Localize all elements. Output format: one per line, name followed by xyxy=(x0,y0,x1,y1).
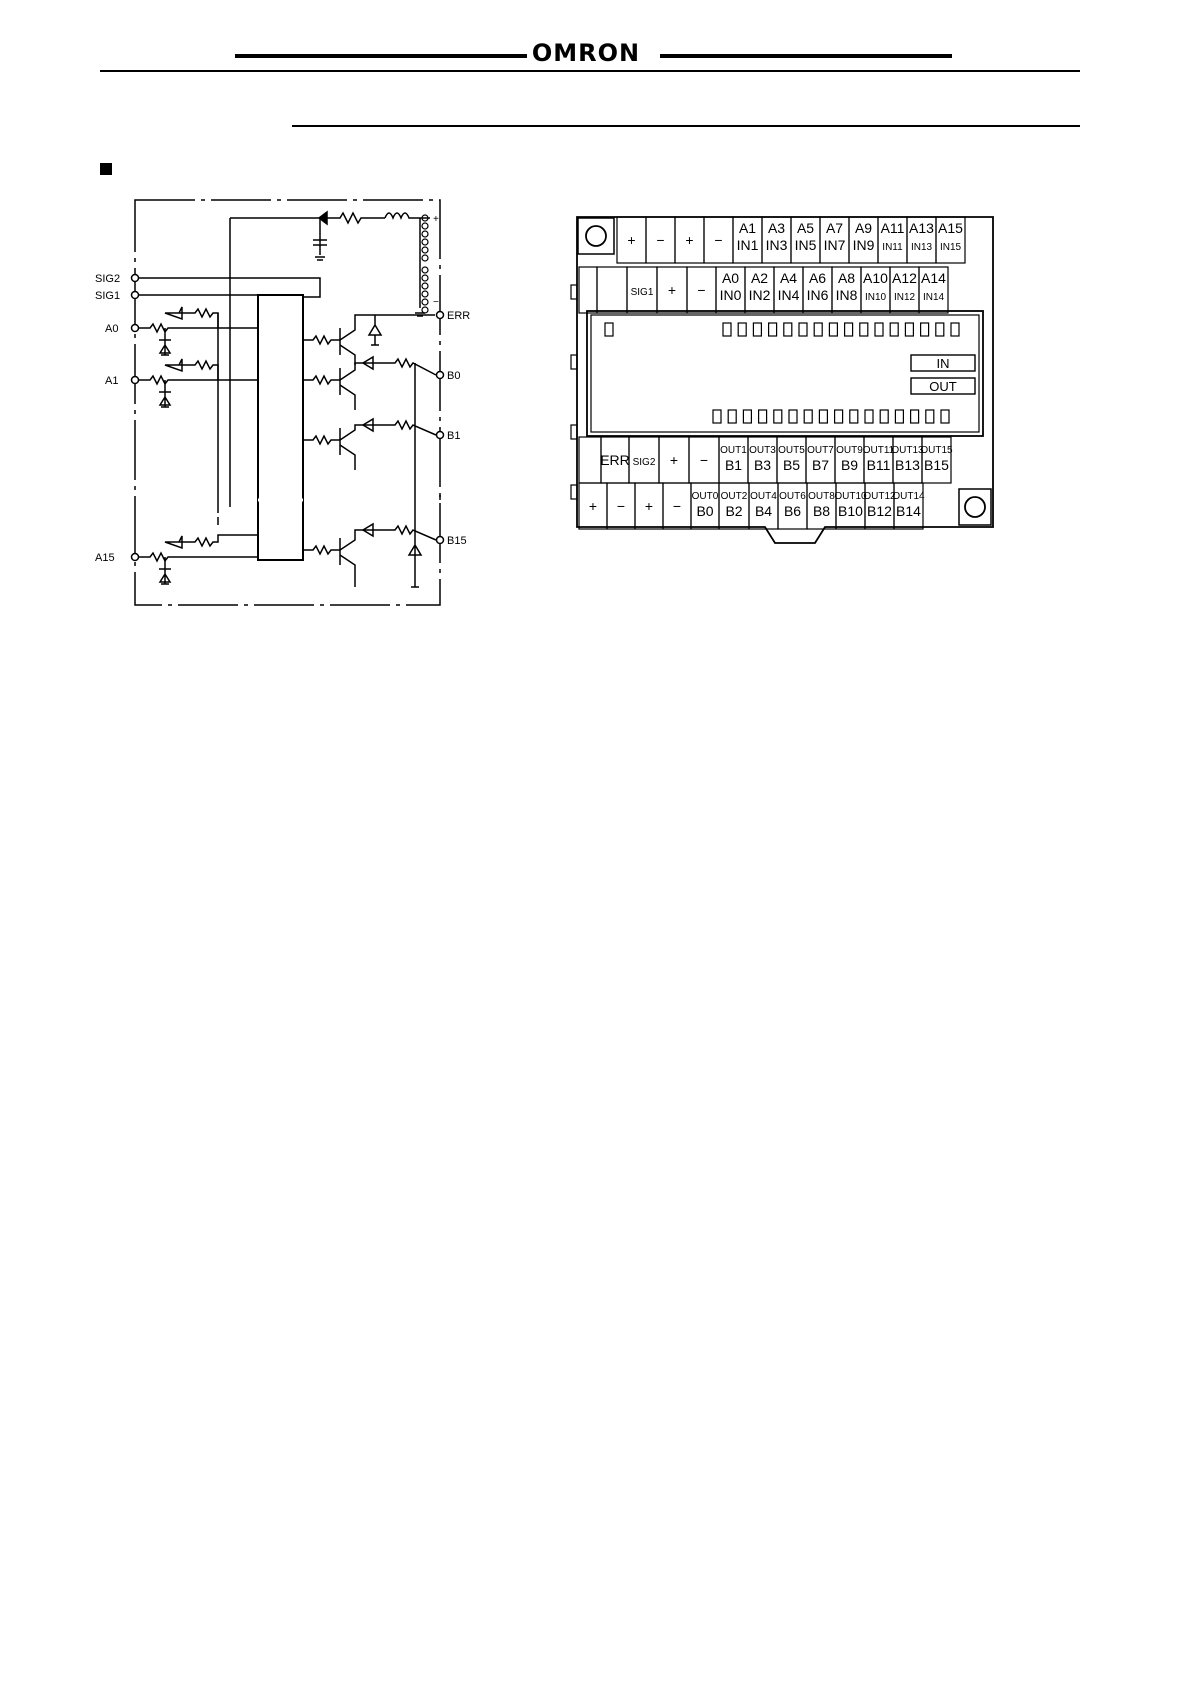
terminal-label: A12 xyxy=(892,270,917,286)
input-led-indicator xyxy=(814,323,822,336)
output-led-indicator xyxy=(880,410,888,423)
input-led-indicator xyxy=(905,323,913,336)
b15-label: B15 xyxy=(447,535,467,547)
terminal-label: OUT0 xyxy=(691,491,719,502)
input-led-indicator xyxy=(738,323,746,336)
input-led-indicator xyxy=(723,323,731,336)
terminal-label: A4 xyxy=(779,270,798,286)
terminal-label: A6 xyxy=(808,270,827,286)
terminal-label: − xyxy=(697,282,706,298)
terminal-label: OUT9 xyxy=(836,445,863,456)
terminal-label: IN0 xyxy=(719,287,742,303)
terminal-label: IN13 xyxy=(910,242,933,253)
terminal-label: B12 xyxy=(867,503,892,519)
terminal-label: B2 xyxy=(725,503,743,519)
terminal-label: A10 xyxy=(863,270,888,286)
terminal-label: OUT3 xyxy=(749,445,776,456)
section-rule xyxy=(292,125,1080,127)
terminal-label: B6 xyxy=(783,503,802,519)
terminal-label: B10 xyxy=(838,503,863,519)
input-led-indicator xyxy=(799,323,807,336)
side-slot xyxy=(571,285,577,299)
power-plus-label: + xyxy=(433,214,439,225)
out-legend-label: OUT xyxy=(929,379,957,394)
terminal-label: A11 xyxy=(880,220,905,236)
output-channel-b1 xyxy=(303,419,460,470)
mounting-hole-bottom-right xyxy=(965,497,985,517)
output-led-indicator xyxy=(713,410,721,423)
terminal-label: OUT10 xyxy=(834,491,867,502)
output-channel-b15 xyxy=(303,524,467,587)
a15-label: A15 xyxy=(95,552,115,564)
input-channel-a1 xyxy=(105,359,258,407)
terminal-label: + xyxy=(669,452,679,468)
terminal-label: + xyxy=(685,232,694,248)
header-rule-left xyxy=(235,54,527,58)
terminal-label: A2 xyxy=(750,270,769,286)
terminal-label: IN3 xyxy=(765,237,788,253)
terminal-label: OUT15 xyxy=(920,445,953,456)
header-rule-right xyxy=(660,54,952,58)
terminal-label: IN12 xyxy=(893,292,916,303)
terminal-label: SIG1 xyxy=(630,287,654,298)
terminal-label: OUT1 xyxy=(720,445,747,456)
terminal-label: − xyxy=(714,232,723,248)
terminal-label: IN4 xyxy=(777,287,800,303)
input-led-indicator xyxy=(951,323,959,336)
terminal-cell xyxy=(579,437,601,483)
terminal-label: IN6 xyxy=(806,287,829,303)
terminal-label: IN9 xyxy=(852,237,875,253)
terminal-label: A15 xyxy=(938,220,963,236)
output-led-indicator xyxy=(789,410,797,423)
output-led-indicator xyxy=(926,410,934,423)
output-led-indicator xyxy=(911,410,919,423)
terminal-label: A9 xyxy=(854,220,873,236)
input-led-indicator xyxy=(769,323,777,336)
header-rule-full xyxy=(100,70,1080,72)
input-led-indicator xyxy=(875,323,883,336)
terminal-label: B13 xyxy=(895,457,920,473)
side-slot xyxy=(571,425,577,439)
terminal-label: ERR xyxy=(600,452,630,468)
terminal-label: IN2 xyxy=(748,287,771,303)
side-slot xyxy=(571,485,577,499)
terminal-label: IN8 xyxy=(835,287,858,303)
power-minus-label: − xyxy=(433,297,439,308)
output-led-indicator xyxy=(743,410,751,423)
terminal-cell xyxy=(597,267,627,313)
terminal-label: − xyxy=(672,498,682,514)
terminal-label: IN14 xyxy=(922,292,945,303)
terminal-label: A1 xyxy=(738,220,757,236)
terminal-label: B14 xyxy=(896,503,921,519)
housing-outline xyxy=(135,200,440,605)
terminal-label: A3 xyxy=(767,220,786,236)
internal-circuit-diagram xyxy=(95,195,471,615)
side-slot xyxy=(571,355,577,369)
input-led-indicator xyxy=(890,323,898,336)
a0-label: A0 xyxy=(105,323,119,335)
input-led-indicator xyxy=(936,323,944,336)
output-led-indicator xyxy=(895,410,903,423)
terminal-label: A14 xyxy=(921,270,946,286)
terminal-label: + xyxy=(588,498,598,514)
omron-logo: OMRON xyxy=(531,39,641,67)
terminal-label: OUT6 xyxy=(779,491,806,502)
terminal-label: OUT13 xyxy=(891,445,924,456)
b0-label: B0 xyxy=(447,370,461,382)
terminal-label: IN7 xyxy=(823,237,846,253)
terminal-label: IN15 xyxy=(939,242,962,253)
terminal-label: A7 xyxy=(825,220,844,236)
terminal-label: OUT8 xyxy=(808,491,835,502)
terminal-label: − xyxy=(656,232,665,248)
input-channel-a15 xyxy=(95,535,258,584)
output-led-indicator xyxy=(850,410,858,423)
terminal-label: B15 xyxy=(924,457,949,473)
terminal-label: + xyxy=(667,282,677,298)
terminal-arrangement-diagram xyxy=(575,215,1000,545)
terminal-label: OUT5 xyxy=(778,445,805,456)
output-led-indicator xyxy=(941,410,949,423)
output-led-indicator xyxy=(819,410,827,423)
input-led-indicator xyxy=(784,323,792,336)
power-terminal-stack xyxy=(415,214,439,316)
terminal-label: B4 xyxy=(754,503,773,519)
output-led-indicator xyxy=(865,410,873,423)
input-led-indicator xyxy=(829,323,837,336)
b1-label: B1 xyxy=(447,430,461,442)
terminal-label: A5 xyxy=(796,220,815,236)
terminal-label: B1 xyxy=(724,457,743,473)
output-led-indicator xyxy=(835,410,843,423)
input-channel-a0 xyxy=(105,307,258,355)
terminal-label: OUT14 xyxy=(892,491,925,502)
terminal-label: IN5 xyxy=(794,237,817,253)
terminal-label: OUT7 xyxy=(807,445,834,456)
terminal-label: + xyxy=(627,232,636,248)
output-led-indicator xyxy=(804,410,812,423)
input-led-indicator xyxy=(753,323,761,336)
mounting-hole-top-left xyxy=(586,226,606,246)
terminal-label: OUT11 xyxy=(862,445,895,456)
sig1-label: SIG1 xyxy=(95,290,121,302)
terminal-label: A8 xyxy=(837,270,856,286)
terminal-label: B11 xyxy=(866,457,891,473)
input-led-indicator xyxy=(845,323,853,336)
section-bullet xyxy=(100,163,112,175)
terminal-label: B0 xyxy=(696,503,714,519)
indicator-window xyxy=(587,311,983,436)
terminal-label: − xyxy=(616,498,626,514)
power-indicator xyxy=(605,323,613,336)
terminal-label: B3 xyxy=(753,457,772,473)
terminal-label: − xyxy=(699,452,709,468)
output-led-row xyxy=(713,410,949,423)
terminal-label: A0 xyxy=(721,270,740,286)
terminal-label: + xyxy=(644,498,654,514)
output-channel-b0 xyxy=(303,357,460,410)
in-legend-label: IN xyxy=(936,356,950,371)
terminal-cell xyxy=(579,267,597,313)
terminal-label: IN10 xyxy=(864,292,887,303)
terminal-label: OUT2 xyxy=(720,491,748,502)
input-led-row xyxy=(723,323,959,336)
terminal-label: IN1 xyxy=(736,237,759,253)
output-channel-err xyxy=(303,310,470,365)
terminal-label: B9 xyxy=(840,457,859,473)
terminal-label: B7 xyxy=(811,457,830,473)
terminal-label: SIG2 xyxy=(632,457,656,468)
terminal-label: OUT4 xyxy=(750,491,777,502)
terminal-label: B5 xyxy=(782,457,801,473)
input-led-indicator xyxy=(921,323,929,336)
sig2-label: SIG2 xyxy=(95,273,121,285)
ic-block xyxy=(258,295,303,560)
output-led-indicator xyxy=(774,410,782,423)
terminal-label: OUT12 xyxy=(863,491,896,502)
err-label: ERR xyxy=(447,310,471,322)
output-led-indicator xyxy=(759,410,767,423)
terminal-label: IN11 xyxy=(882,242,903,253)
terminal-label: B8 xyxy=(812,503,831,519)
a1-label: A1 xyxy=(105,375,119,387)
output-led-indicator xyxy=(728,410,736,423)
input-led-indicator xyxy=(860,323,868,336)
terminal-label: A13 xyxy=(909,220,934,236)
